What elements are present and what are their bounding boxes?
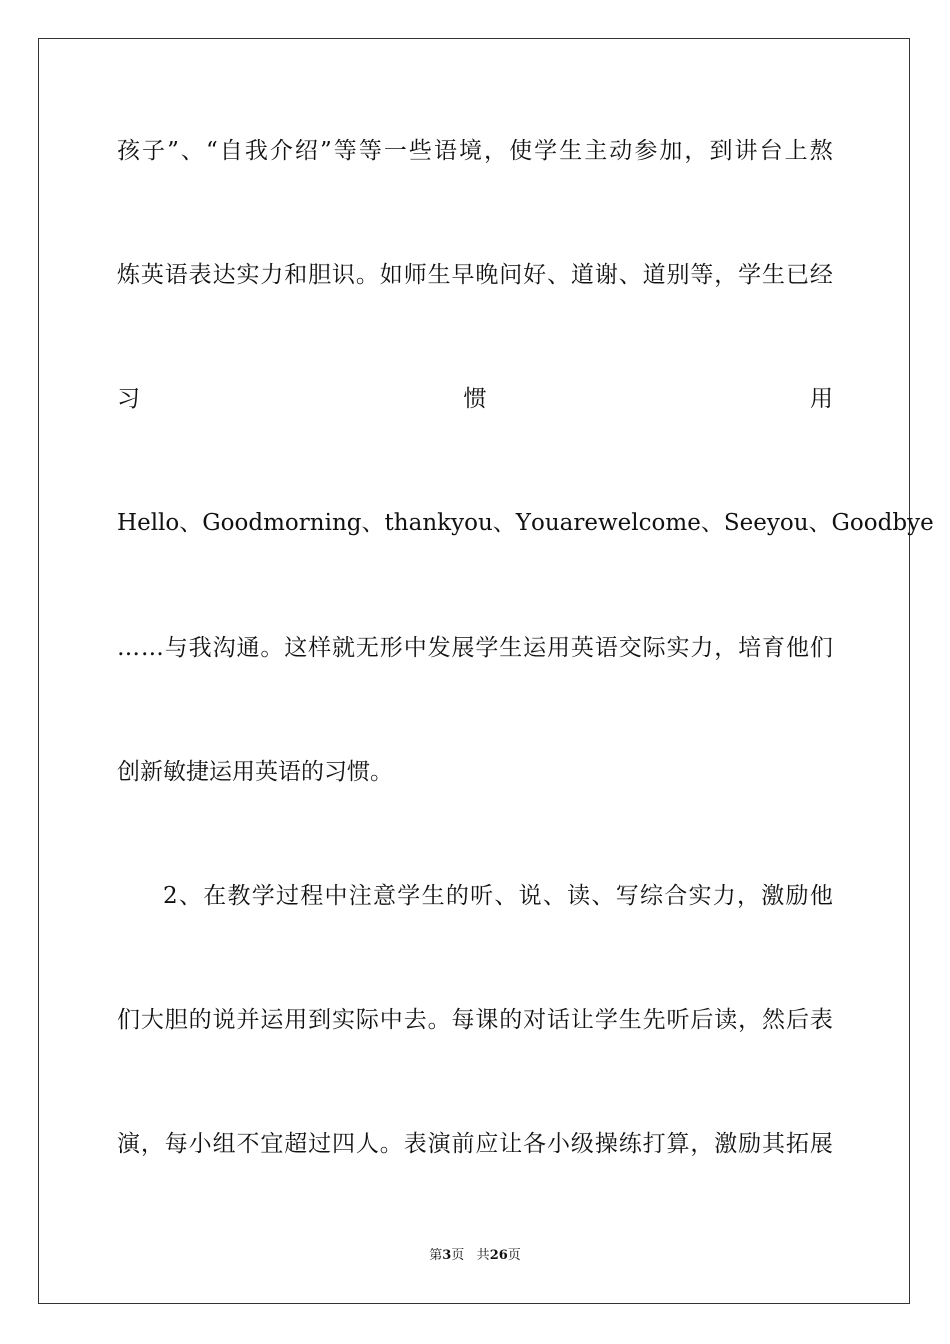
text-line-9: 演 ， 每 小 组 不 宜 超 过 四 人 。 表 演 前 应 让 各 小 级 操 练 打 算 ， 激 励 其 拓 展 (117, 1131, 833, 1157)
footer-page-number: 3 (442, 1248, 452, 1263)
text-line-7: 2 、 在 教 学 过 程 中 注 意 学 生 的 听 、 说 、 读 、 写 综 合 实 力 ， 激 励 他 (163, 883, 833, 909)
text-line-2: 炼 英 语 表 达 实 力 和 胆 识 。 如 师 生 早 晚 问 好 、 道 谢 、 道 别 等 ， 学 生 已 经 (117, 262, 833, 288)
text-line-3-spread (117, 379, 833, 419)
text-line-6: 创新敏捷运用英语的习惯。 (117, 759, 393, 785)
page-frame (38, 38, 934, 1304)
text-line-5: … … 与 我 沟 通 。 这 样 就 无 形 中 发 展 学 生 运 用 英 语 交 际 实 力 ， 培 育 他 们 (117, 635, 833, 661)
footer-page-suffix: 页 (451, 1248, 465, 1263)
footer-page-prefix: 第 (429, 1248, 443, 1263)
page-footer (0, 1246, 950, 1266)
spread-word-2: 惯 (463, 386, 487, 412)
footer-total-prefix: 共 (476, 1248, 490, 1263)
text-line-8: 们 大 胆 的 说 并 运 用 到 实 际 中 去 。 每 课 的 对 话 让 学 生 先 听 后 读 ， 然 后 表 (117, 1007, 833, 1033)
footer-total-suffix: 页 (507, 1248, 521, 1263)
text-line-4: H e l l o 、 G o o d m o r n i n g 、 t h a n k y o u 、 Y o u a r e w e l c o m e 、 S e e y o u 、 G o o d b y e (117, 510, 934, 536)
spread-word-1: 习 (117, 386, 140, 412)
footer-total-pages: 26 (489, 1248, 508, 1263)
text-line-1: 孩 子 ” 、 “ 自 我 介 绍 ” 等 等 一 些 语 境 ， 使 学 生 主 动 参 加 ， 到 讲 台 上 熬 (117, 138, 833, 164)
spread-word-3: 用 (810, 386, 833, 412)
